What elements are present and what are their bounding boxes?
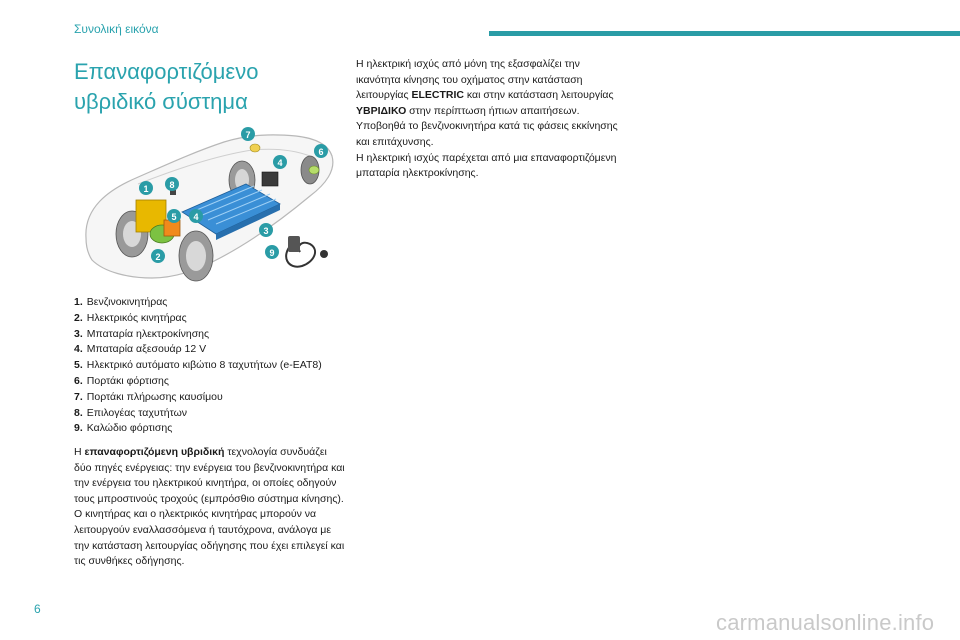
callout-8	[165, 177, 179, 191]
hybrid-system-illustration	[74, 112, 344, 292]
watermark: carmanualsonline.info	[716, 610, 935, 635]
svg-text:7: 7	[245, 130, 251, 140]
electric-power-description: Η ηλεκτρική ισχύς από μόνη της εξασφαλίζει την ικανότητα κίνησης του οχήματος στην κατάσταση λειτουργίας ELECTRIC και στην κατάσταση λειτουργίας ΥΒΡΙΔΙΚΟ στην περίπτωση ήπιων απαιτήσεων. Υποβοηθά το βενζινοκινητήρα κατά τις φάσεις εκκίνησης και επιτάχυνσης. Η ηλεκτρική ισχύς παρέχεται από μια επαναφορτιζόμενη μπαταρία ηλεκτροκίνησης.	[356, 58, 618, 180]
legend-item: 3. Μπαταρία ηλεκτροκίνησης	[74, 327, 210, 340]
legend-item: 7. Πορτάκι πλήρωσης καυσίμου	[74, 390, 223, 403]
accessory-battery	[262, 172, 278, 186]
callout-4a	[273, 155, 287, 169]
svg-text:4: 4	[277, 158, 283, 168]
components-legend	[74, 295, 322, 437]
legend-item: 5. Ηλεκτρικό αυτόματο κιβώτιο 8 ταχυτήτων (e-EAT8)	[74, 359, 322, 372]
legend-item: 8. Επιλογέας ταχυτήτων	[74, 406, 188, 419]
legend-item: 1. Βενζινοκινητήρας	[74, 296, 168, 308]
header-accent-bar	[489, 31, 960, 36]
callout-7	[241, 127, 255, 141]
callout-2	[151, 249, 165, 263]
callout-1	[139, 181, 153, 195]
callout-3	[259, 223, 273, 237]
legend-item: 2. Ηλεκτρικός κινητήρας	[74, 311, 187, 324]
svg-text:3: 3	[263, 226, 269, 236]
svg-text:5: 5	[171, 212, 177, 222]
hybrid-description: Η επαναφορτιζόμενη υβριδική τεχνολογία συνδυάζει δύο πηγές ενέργειας: την ενέργεια του βενζινοκινητήρα και την ενέργεια του ηλεκτρικού κινητήρα, οι οποίες οδηγούν τους μπροστινούς τροχούς (εμπρόσθιο σύστημα κίνησης). Ο κινητήρας και ο ηλεκτρικός κινητήρας μπορούν να λειτουργούν εναλλασσόμενα ή ταυτόχρονα, ανάλογα με την κατάσταση λειτουργίας οδήγησης που έχει επιλεγεί και τις συνθήκες οδήγησης.	[74, 446, 345, 568]
callout-4b	[189, 209, 203, 223]
fuel-flap	[250, 144, 260, 152]
callout-9	[265, 245, 279, 259]
legend-item: 9. Καλώδιο φόρτισης	[74, 422, 173, 435]
svg-text:9: 9	[269, 248, 275, 258]
page-title: Επαναφορτιζόμενο υβριδικό σύστημα	[74, 59, 259, 114]
page-number: 6	[34, 602, 41, 616]
callout-6	[314, 144, 328, 158]
callout-5	[167, 209, 181, 223]
charging-flap	[309, 166, 319, 174]
section-header: Συνολική εικόνα	[74, 22, 159, 36]
charging-cable	[286, 236, 328, 267]
svg-text:2: 2	[155, 252, 161, 262]
svg-text:8: 8	[169, 180, 175, 190]
svg-text:4: 4	[193, 212, 199, 222]
svg-text:1: 1	[143, 184, 149, 194]
legend-item: 4. Μπαταρία αξεσουάρ 12 V	[74, 343, 207, 356]
legend-item: 6. Πορτάκι φόρτισης	[74, 374, 169, 387]
svg-text:6: 6	[318, 147, 324, 157]
